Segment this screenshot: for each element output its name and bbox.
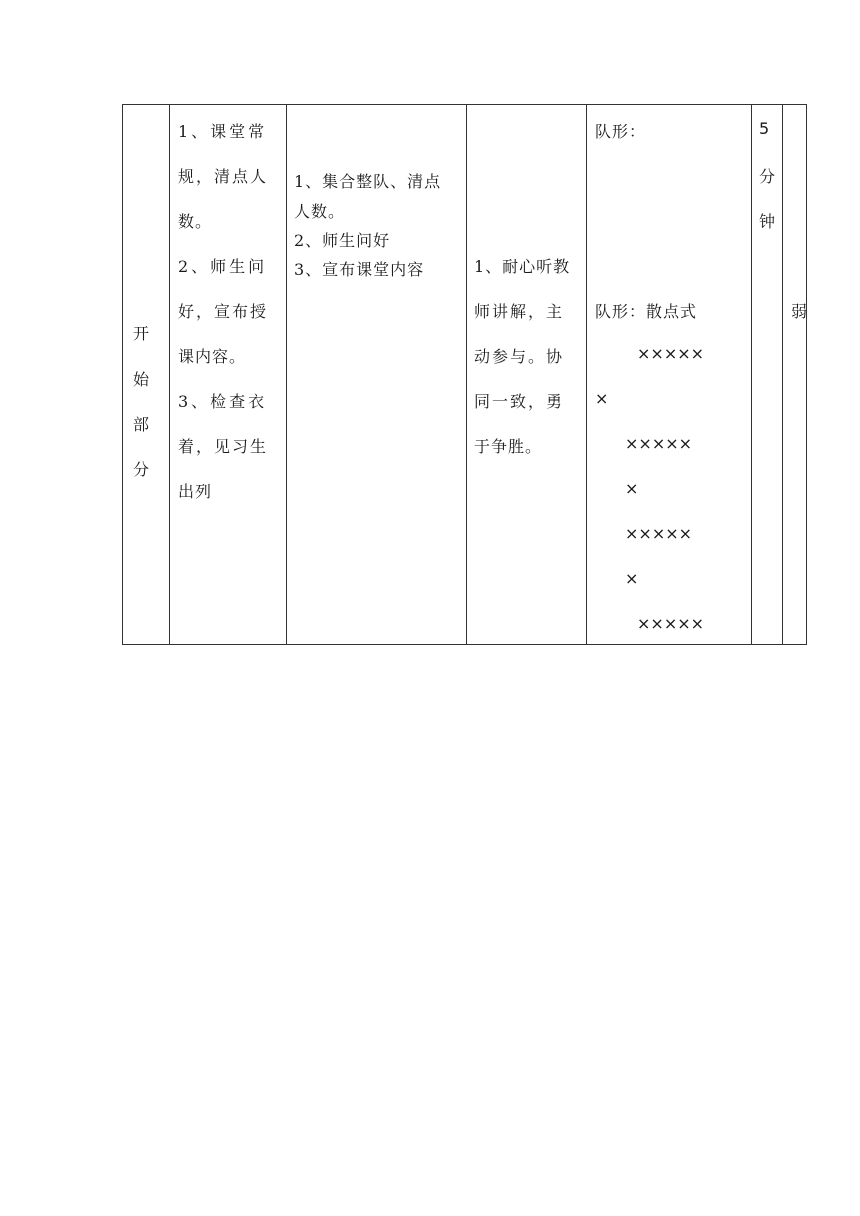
formation-row: × — [625, 479, 639, 498]
section-label-char: 分 — [133, 460, 150, 479]
teacher-line: 人数。 — [294, 202, 346, 221]
teacher-line: 2、师生问好 — [294, 231, 391, 250]
formation-row: ××××× — [637, 344, 705, 363]
teacher-line: 1、集合整队、清点 — [294, 172, 442, 191]
routine-cell — [170, 105, 286, 644]
formation-row: × — [625, 569, 639, 588]
student-line: 同一致，勇 — [474, 392, 565, 411]
section-label-char: 部 — [133, 415, 150, 434]
time-char: 钟 — [759, 212, 776, 231]
routine-line: 2、师生问 — [178, 257, 268, 276]
formation-title: 队形： — [595, 122, 647, 141]
time-cell — [752, 105, 782, 644]
routine-line: 规，清点人 — [178, 167, 269, 186]
teacher-line: 3、宣布课堂内容 — [294, 260, 425, 279]
student-line: 师讲解，主 — [474, 302, 565, 321]
routine-line: 课内容。 — [178, 347, 247, 366]
formation-row: × — [595, 389, 609, 408]
formation-row: ××××× — [625, 434, 693, 453]
formation-row: ××××× — [625, 524, 693, 543]
routine-line: 着，见习生 — [178, 437, 269, 456]
formation-cell — [587, 105, 751, 644]
student-activity-cell — [467, 105, 586, 644]
student-line: 动参与。协 — [474, 347, 565, 366]
lesson-plan-table — [122, 104, 807, 645]
student-line: 1、耐心听教 — [474, 257, 571, 276]
routine-line: 1、课堂常 — [178, 122, 268, 141]
routine-line: 出列 — [178, 482, 213, 501]
time-char: 分 — [759, 167, 776, 186]
intensity-cell — [783, 105, 807, 644]
routine-line: 好，宣布授 — [178, 302, 269, 321]
teacher-activity-cell — [287, 105, 466, 644]
intensity-text: 弱 — [791, 302, 807, 321]
section-label-cell — [123, 105, 169, 644]
student-line: 于争胜。 — [474, 437, 543, 456]
time-char: 5 — [759, 119, 770, 138]
routine-line: 3、检查衣 — [178, 392, 268, 411]
section-label-char: 开 — [133, 324, 150, 343]
formation-row: ××××× — [637, 614, 705, 633]
routine-line: 数。 — [178, 212, 213, 231]
section-label-char: 始 — [133, 370, 150, 389]
formation-title: 队形：散点式 — [595, 302, 698, 321]
